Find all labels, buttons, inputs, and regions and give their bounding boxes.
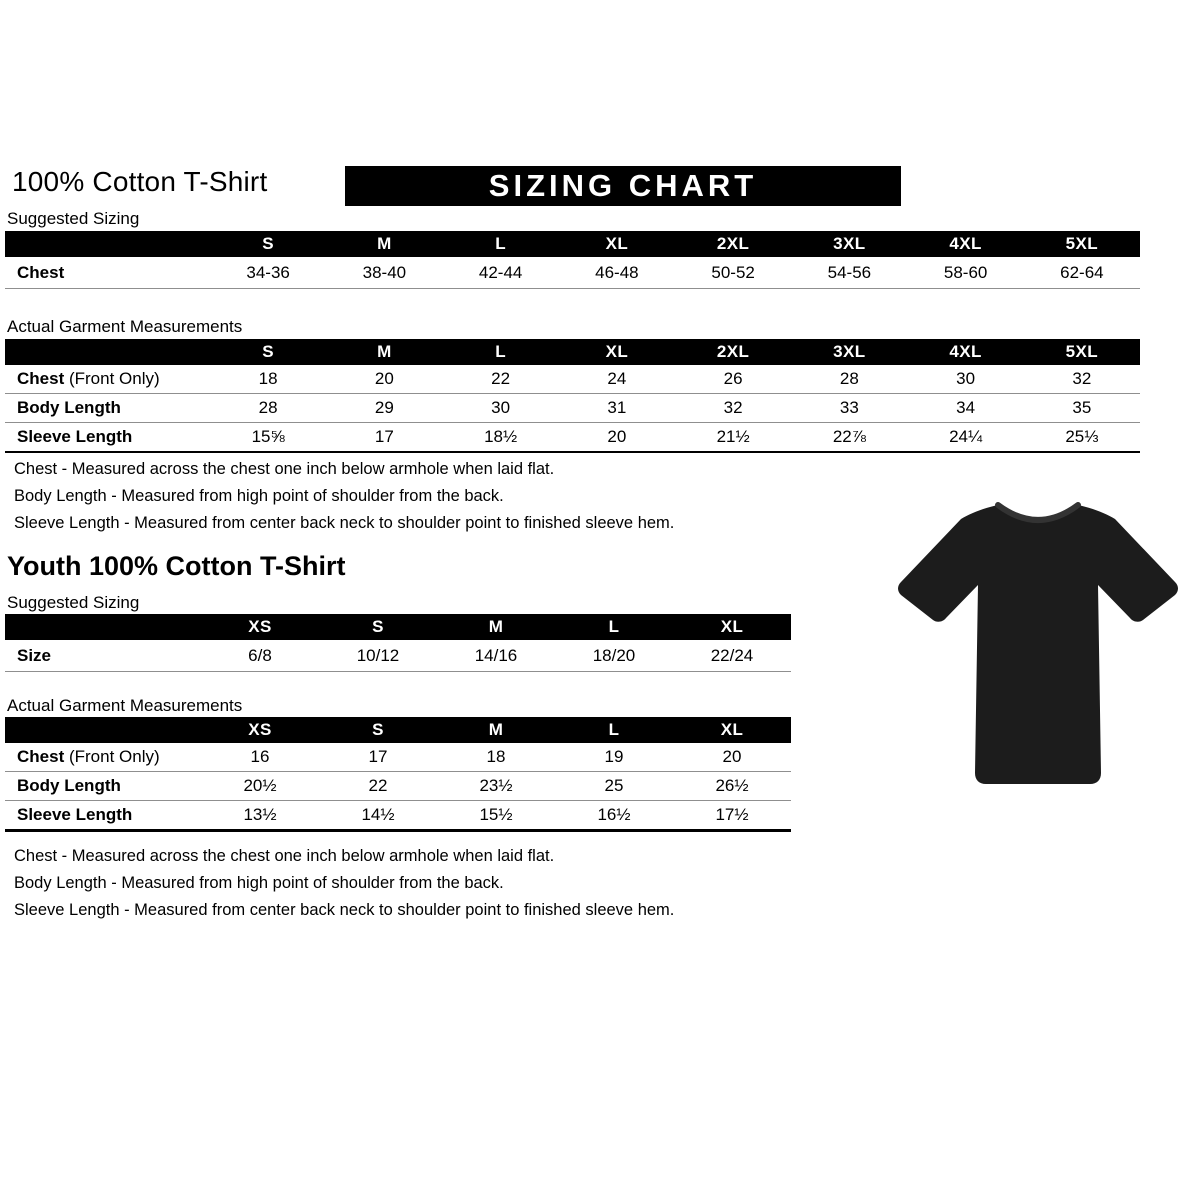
size-value-cell: 14/16 — [437, 640, 555, 672]
chest-measurement-row — [5, 365, 1140, 394]
empty-corner-cell — [5, 717, 201, 743]
size-value-cell: 22 — [319, 772, 437, 801]
size-column-header: L — [555, 614, 673, 640]
row-label-suffix: (Front Only) — [64, 369, 160, 388]
size-value-cell: 14½ — [319, 801, 437, 831]
note-line: Body Length - Measured from high point of shoulder from the back. — [14, 874, 504, 892]
size-value-cell: 15½ — [437, 801, 555, 831]
size-value-cell: 35 — [1024, 394, 1140, 423]
chest-suggested-row — [5, 257, 1140, 289]
size-column-header: L — [555, 717, 673, 743]
row-label: Chest — [17, 369, 65, 388]
row-label: Sleeve Length — [17, 805, 133, 824]
note-line: Sleeve Length - Measured from center back neck to shoulder point to finished sleeve hem. — [14, 901, 675, 919]
size-column-header: S — [210, 231, 326, 257]
size-header-row — [5, 614, 791, 640]
note-line: Chest - Measured across the chest one inch below armhole when laid flat. — [14, 460, 555, 478]
size-header-row — [5, 717, 791, 743]
size-header-row — [5, 231, 1140, 257]
size-value-cell: 32 — [675, 394, 791, 423]
row-label-cell — [5, 801, 201, 831]
size-value-cell: 18/20 — [555, 640, 673, 672]
size-value-cell: 42-44 — [443, 257, 559, 289]
empty-corner-cell — [5, 614, 201, 640]
adult-suggested-sizing-table — [5, 231, 1140, 289]
size-value-cell: 17 — [319, 743, 437, 772]
size-value-cell: 20½ — [201, 772, 319, 801]
sleeve-length-row — [5, 801, 791, 831]
empty-corner-cell — [5, 231, 210, 257]
size-value-cell: 22 — [443, 365, 559, 394]
size-value-cell: 30 — [443, 394, 559, 423]
size-column-header: XL — [673, 717, 791, 743]
size-value-cell: 23½ — [437, 772, 555, 801]
size-value-cell: 18 — [210, 365, 326, 394]
size-column-header: XS — [201, 614, 319, 640]
size-value-cell: 26½ — [673, 772, 791, 801]
size-value-cell: 25⅓ — [1024, 423, 1140, 453]
size-value-cell: 26 — [675, 365, 791, 394]
size-value-cell: 13½ — [201, 801, 319, 831]
size-column-header: 4XL — [908, 339, 1024, 365]
sleeve-length-row — [5, 423, 1140, 453]
size-column-header: XL — [559, 339, 675, 365]
size-value-cell: 24 — [559, 365, 675, 394]
body-length-row — [5, 394, 1140, 423]
size-value-cell: 24¼ — [908, 423, 1024, 453]
size-column-header: 5XL — [1024, 231, 1140, 257]
size-column-header: XL — [559, 231, 675, 257]
size-value-cell: 28 — [210, 394, 326, 423]
size-value-cell: 38-40 — [326, 257, 442, 289]
empty-corner-cell — [5, 339, 210, 365]
size-column-header: 4XL — [908, 231, 1024, 257]
page-title: 100% Cotton T-Shirt — [12, 166, 268, 197]
adult-measurement-notes — [14, 459, 674, 540]
size-value-cell: 50-52 — [675, 257, 791, 289]
size-value-cell: 21½ — [675, 423, 791, 453]
size-value-cell: 34 — [908, 394, 1024, 423]
size-value-cell: 54-56 — [791, 257, 907, 289]
row-label-cell — [5, 640, 201, 672]
youth-actual-measurements-label: Actual Garment Measurements — [7, 696, 243, 715]
size-value-cell: 16½ — [555, 801, 673, 831]
size-value-cell: 30 — [908, 365, 1024, 394]
note-line: Body Length - Measured from high point of shoulder from the back. — [14, 487, 504, 505]
size-value-cell: 17 — [326, 423, 442, 453]
size-value-cell: 31 — [559, 394, 675, 423]
size-column-header: M — [326, 339, 442, 365]
chest-measurement-row — [5, 743, 791, 772]
tshirt-body — [898, 505, 1178, 784]
size-value-cell: 20 — [326, 365, 442, 394]
size-suggested-row — [5, 640, 791, 672]
adult-suggested-sizing-label: Suggested Sizing — [7, 209, 140, 228]
size-header-row — [5, 339, 1140, 365]
size-value-cell: 6/8 — [201, 640, 319, 672]
sizing-chart-banner: SIZING CHART — [345, 166, 901, 206]
size-value-cell: 29 — [326, 394, 442, 423]
size-column-header: S — [210, 339, 326, 365]
row-label-cell — [5, 394, 210, 423]
size-value-cell: 19 — [555, 743, 673, 772]
youth-actual-measurements-table — [5, 717, 791, 832]
size-column-header: 3XL — [791, 231, 907, 257]
size-column-header: XS — [201, 717, 319, 743]
size-value-cell: 22⅞ — [791, 423, 907, 453]
row-label: Body Length — [17, 398, 121, 417]
body-length-row — [5, 772, 791, 801]
size-value-cell: 46-48 — [559, 257, 675, 289]
row-label-cell — [5, 743, 201, 772]
youth-section-title: Youth 100% Cotton T-Shirt — [7, 551, 346, 581]
row-label: Chest — [17, 262, 65, 282]
adult-actual-measurements-table — [5, 339, 1140, 453]
size-value-cell: 20 — [559, 423, 675, 453]
size-value-cell: 20 — [673, 743, 791, 772]
size-value-cell: 58-60 — [908, 257, 1024, 289]
row-label-cell — [5, 365, 210, 394]
size-value-cell: 17½ — [673, 801, 791, 831]
size-column-header: 2XL — [675, 231, 791, 257]
youth-suggested-sizing-label: Suggested Sizing — [7, 593, 140, 612]
size-value-cell: 28 — [791, 365, 907, 394]
note-line: Chest - Measured across the chest one inch below armhole when laid flat. — [14, 847, 555, 865]
size-value-cell: 62-64 — [1024, 257, 1140, 289]
row-label: Chest — [17, 747, 65, 766]
row-label-suffix: (Front Only) — [64, 747, 160, 766]
size-column-header: M — [326, 231, 442, 257]
size-column-header: S — [319, 614, 437, 640]
row-label: Sleeve Length — [17, 427, 133, 446]
size-value-cell: 18 — [437, 743, 555, 772]
row-label: Body Length — [17, 776, 121, 795]
row-label-cell — [5, 423, 210, 453]
row-label-cell — [5, 257, 210, 289]
size-column-header: L — [443, 231, 559, 257]
size-column-header: L — [443, 339, 559, 365]
size-value-cell: 15⅝ — [210, 423, 326, 453]
size-value-cell: 16 — [201, 743, 319, 772]
note-line: Sleeve Length - Measured from center back neck to shoulder point to finished sleeve hem. — [14, 514, 675, 532]
size-value-cell: 25 — [555, 772, 673, 801]
size-column-header: 3XL — [791, 339, 907, 365]
size-column-header: S — [319, 717, 437, 743]
size-value-cell: 22/24 — [673, 640, 791, 672]
row-label-cell — [5, 772, 201, 801]
size-value-cell: 33 — [791, 394, 907, 423]
size-column-header: 5XL — [1024, 339, 1140, 365]
size-column-header: M — [437, 717, 555, 743]
size-value-cell: 32 — [1024, 365, 1140, 394]
adult-actual-measurements-label: Actual Garment Measurements — [7, 317, 243, 336]
size-column-header: XL — [673, 614, 791, 640]
size-value-cell: 10/12 — [319, 640, 437, 672]
size-column-header: M — [437, 614, 555, 640]
black-tshirt-image — [888, 474, 1188, 836]
youth-suggested-sizing-table — [5, 614, 791, 672]
size-value-cell: 18½ — [443, 423, 559, 453]
size-column-header: 2XL — [675, 339, 791, 365]
size-value-cell: 34-36 — [210, 257, 326, 289]
youth-measurement-notes — [14, 846, 674, 927]
row-label: Size — [17, 645, 52, 665]
